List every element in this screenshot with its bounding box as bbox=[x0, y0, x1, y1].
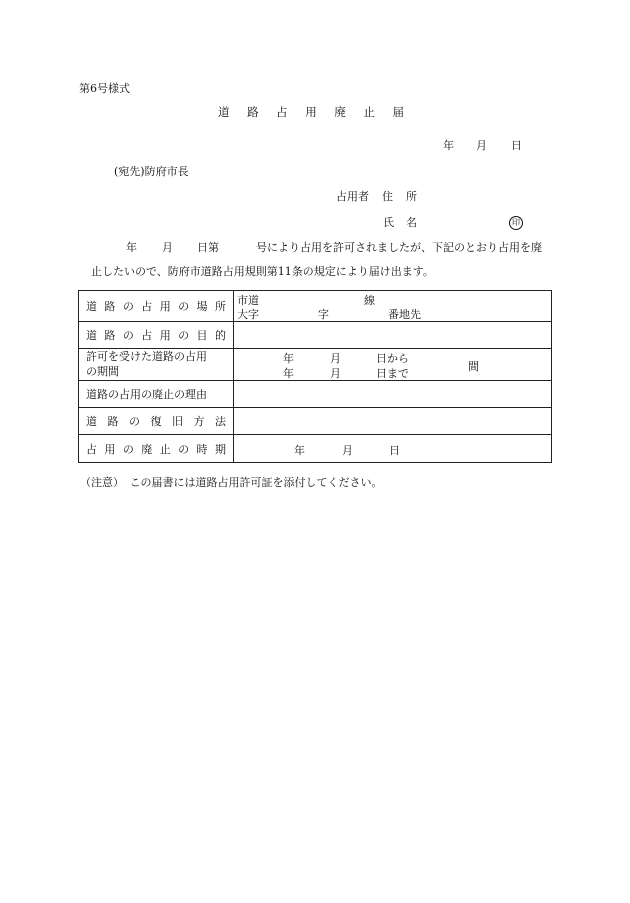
applicant-label: 占用者 bbox=[336, 190, 369, 203]
time-month: 月 bbox=[342, 444, 353, 457]
label-char: 法 bbox=[215, 415, 226, 428]
label-char: 路 bbox=[104, 300, 116, 313]
label-char: 的 bbox=[214, 329, 226, 342]
time-year: 年 bbox=[294, 444, 305, 457]
city-road-label: 市道 bbox=[237, 294, 259, 307]
title-char: 止 bbox=[363, 105, 375, 119]
line-label: 線 bbox=[364, 294, 375, 307]
label-char: 道 bbox=[86, 329, 97, 342]
title-char: 道 bbox=[218, 105, 230, 119]
period-to-year: 年 bbox=[283, 367, 294, 380]
label-char: 用 bbox=[159, 300, 171, 313]
label-char: の bbox=[178, 442, 190, 456]
label-char: の bbox=[122, 329, 134, 342]
table-row-restore bbox=[79, 408, 552, 435]
table-row-period bbox=[79, 349, 552, 381]
form-number: 第6号様式 bbox=[79, 82, 130, 95]
period-from-month: 月 bbox=[330, 352, 341, 365]
name-label-char: 名 bbox=[406, 216, 417, 229]
period-label bbox=[79, 349, 234, 381]
seal-mark bbox=[509, 215, 523, 230]
title-char: 占 bbox=[276, 105, 288, 119]
table-row-time bbox=[79, 435, 552, 463]
date-day-label: 日 bbox=[511, 139, 522, 152]
restore-value-cell[interactable] bbox=[234, 408, 552, 435]
period-value-cell[interactable] bbox=[234, 349, 552, 381]
banchi-label: 番地先 bbox=[388, 308, 421, 321]
reason-label: 道路の占用の廃止の理由 bbox=[79, 381, 234, 408]
time-label bbox=[79, 435, 234, 463]
label-char: 用 bbox=[104, 442, 116, 456]
purpose-value-cell[interactable] bbox=[234, 322, 552, 349]
name-label-char: 氏 bbox=[383, 216, 394, 229]
body-month: 月 bbox=[162, 241, 173, 254]
body-text-line2: 止したいので、防府市道路占用規則第11条の規定により届け出ます。 bbox=[91, 265, 434, 278]
label-char: 所 bbox=[214, 300, 226, 313]
label-char: 道 bbox=[86, 415, 97, 428]
label-char: 占 bbox=[141, 329, 153, 342]
form-table bbox=[78, 290, 552, 463]
date-month-label: 月 bbox=[476, 139, 487, 152]
label-char: 目 bbox=[196, 329, 208, 342]
period-from-year: 年 bbox=[283, 352, 294, 365]
title-char: 用 bbox=[305, 105, 317, 119]
oaza-label: 大字 bbox=[237, 308, 259, 321]
table-row-purpose bbox=[79, 322, 552, 349]
period-to-month: 月 bbox=[330, 367, 341, 380]
label-char: の bbox=[122, 442, 134, 456]
place-value-cell[interactable] bbox=[234, 291, 552, 322]
label-char: 用 bbox=[159, 329, 171, 342]
place-label bbox=[79, 291, 234, 322]
time-value-cell[interactable] bbox=[234, 435, 552, 463]
label-char: 廃 bbox=[141, 442, 153, 456]
title-char: 路 bbox=[247, 105, 259, 119]
label-char: の bbox=[129, 415, 140, 428]
body-text-line1: 号により占用を許可されましたが、下記のとおり占用を廃 bbox=[256, 241, 542, 254]
note-text: （注意） この届書には道路占用許可証を添付してください。 bbox=[80, 476, 383, 489]
address-label-char: 所 bbox=[406, 190, 417, 203]
label-char: 場 bbox=[196, 300, 208, 313]
body-year: 年 bbox=[126, 241, 137, 254]
table-row-reason bbox=[79, 381, 552, 408]
label-char: の bbox=[178, 329, 190, 342]
date-year-label: 年 bbox=[443, 139, 454, 152]
seal-icon: 印 bbox=[509, 216, 523, 230]
label-char: 路 bbox=[107, 415, 119, 428]
label-char: 方 bbox=[193, 415, 205, 428]
period-from-day: 日から bbox=[376, 352, 409, 365]
document-title bbox=[218, 106, 404, 120]
label-char: 時 bbox=[196, 442, 208, 456]
aza-label: 字 bbox=[318, 308, 329, 321]
period-to-day: 日まで bbox=[376, 367, 409, 380]
label-char: 復 bbox=[150, 415, 162, 428]
label-char: の bbox=[178, 300, 190, 313]
address-label-char: 住 bbox=[382, 190, 393, 203]
restore-label bbox=[79, 408, 234, 435]
label-char: 期 bbox=[214, 442, 226, 456]
label-char: 止 bbox=[159, 442, 171, 456]
period-label-line2: の期間 bbox=[86, 364, 119, 378]
title-char: 廃 bbox=[334, 105, 346, 119]
label-char: の bbox=[122, 300, 134, 313]
title-char: 届 bbox=[392, 105, 404, 119]
period-between: 間 bbox=[468, 360, 479, 373]
label-char: 占 bbox=[86, 442, 97, 456]
body-day-number: 日第 bbox=[197, 241, 219, 254]
addressee: (宛先)防府市長 bbox=[114, 165, 189, 178]
label-char: 道 bbox=[86, 300, 97, 313]
period-label-line1: 許可を受けた道路の占用 bbox=[86, 350, 207, 364]
label-char: 路 bbox=[104, 329, 116, 342]
purpose-label bbox=[79, 322, 234, 349]
label-char: 旧 bbox=[172, 415, 183, 428]
table-row-place bbox=[79, 291, 552, 322]
reason-value-cell[interactable] bbox=[234, 381, 552, 408]
label-char: 占 bbox=[141, 300, 153, 313]
time-day: 日 bbox=[389, 444, 400, 457]
